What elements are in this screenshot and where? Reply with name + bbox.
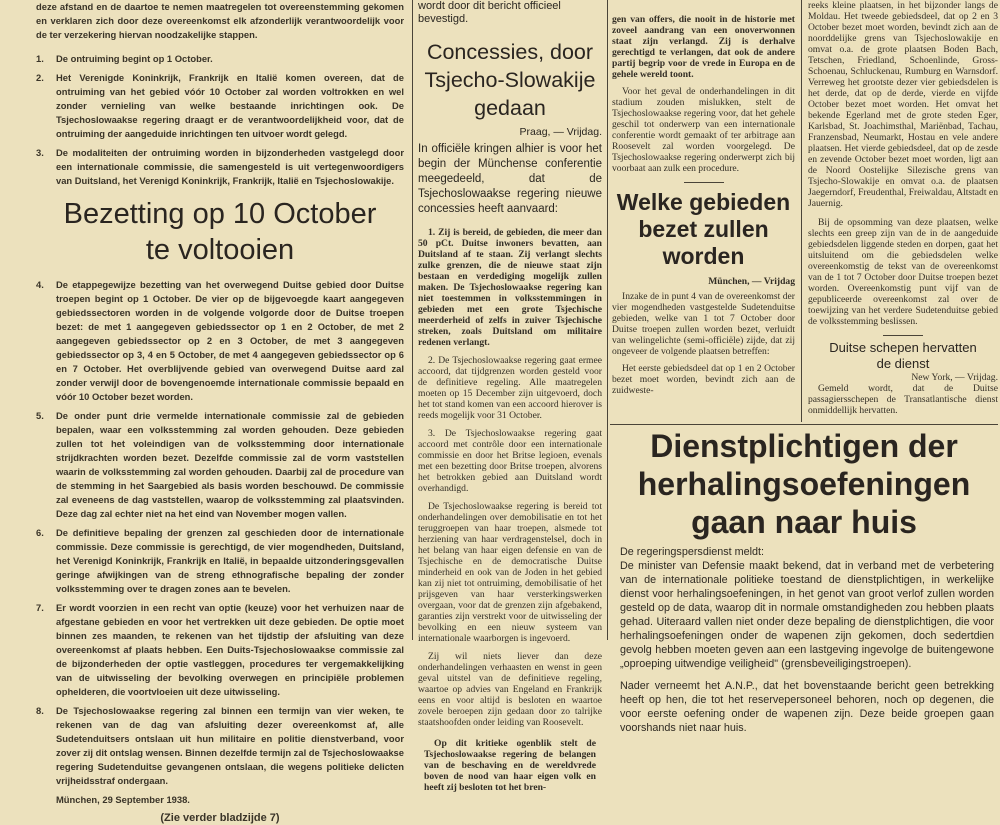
- item-text: De ontruiming begint op 1 October.: [56, 53, 213, 64]
- dateline: München, — Vrijdag: [708, 276, 795, 287]
- agreement-item: [36, 704, 404, 788]
- item-text: Er wordt voorzien in een recht van optie (keuze) voor het verhuizen naar de afgestane gebieden en voor het vertrekken uit deze gebieden. De optie moet binnen zes maanden, te rekenen van het tijdstip der afsluiting van deze overeenkomst af plaats hebben. Een Duits-Tsjechoslowaakse commissie zal de bijzonderheden der optie vastleggen, procedures ter vergemakkelijking van de uitwisseling der bevolking overwegen en principiële problemen ophelderen, die voortvloeien uit deze uitwisseling.: [56, 602, 404, 697]
- agreement-items-a: [36, 52, 404, 188]
- paragraph: 2. De Tsjechoslowaakse regering gaat ermee accoord, dat tijdgrenzen worden gesteld voor de definitieve regeling. Alle maatregelen moeten op 15 December zijn uitgevoerd, doch het tot stand komen van een accoord hierover is reeds mogelijk voor 31 October.: [418, 355, 602, 421]
- section-rule: [610, 424, 998, 425]
- item-text: De Tsjechoslowaakse regering zal binnen een termijn van vier weken, te rekenen van de dag van afsluiting dezer overeenkomst af, alle Sudetenduitsers ontslaan uit hun militaire en politie dienstverband, voor zover zij dit ontslag wensen. Binnen dezelfde termijn zal de Tsjechoslowaakse regering Sudetenduitse gevangenen ontslaan, die wegens politieke delicten vrijheidsstraf ondergaan.: [56, 705, 404, 786]
- item-number: 8.: [36, 705, 44, 716]
- agreement-item: [36, 146, 404, 188]
- left-article-cont: [36, 278, 404, 825]
- paragraph: Nader verneemt het A.N.P., dat het bovenstaande bericht geen betrekking heeft op hen, die tot het reservepersoneel behoren, noch op degenen, die voor eerste oefening onder de wapenen zijn. Deze beide groepen gaan voorshands niet naar huis.: [620, 680, 994, 734]
- middle-column: [418, 0, 602, 793]
- paragraph: Op dit kritieke ogenblik stelt de Tsjechoslowaakse regering de belangen van de beschaving en de wereldvrede boven de nood van haar eigen volk en heeft zij besloten tot het bren-: [424, 738, 596, 793]
- agreement-item: [36, 409, 404, 521]
- paragraph: 3. De Tsjechoslowaakse regering gaat accoord met contrôle door een internationale commissie en door het Britse legioen, evenals met een bezetting door Britse troepen, alvorens het betrokken gebied aan Duitsland wordt overhandigd.: [418, 428, 602, 494]
- item-text: De onder punt drie vermelde internationale commissie zal de gebieden bepalen, waar een volksstemming zal worden gehouden. Deze gebieden zullen tot het voleindigen van de volksstemming door internationale strijdkrachten worden bezet. Dezelfde commissie zal de vorm vaststellen waarin de volksstemming zal worden gehouden. Daarbij zal de procedure van de stemming in het Saargebied als basis worden beschouwd. De commissie zal eveneens de dag vaststellen, waarop de volksstemming zal plaatsvinden. Deze dag zal echter niet na het eind van November mogen vallen.: [56, 410, 404, 519]
- column-rule: [607, 0, 608, 640]
- agreement-item: [36, 526, 404, 596]
- left-article: [36, 0, 404, 188]
- headline-line: Tsjecho-Slowakije: [424, 68, 596, 92]
- item-text: De modaliteiten der ontruiming worden in bijzonderheden vastgelegd door een internationale commissie, die samengesteld is uit vertegenwoordigers van Duitsland, het Verenigd Koninkrijk, Frankrijk, Italië en Tsjechoslowakije.: [56, 147, 404, 186]
- signoff: München, 29 September 1938.: [56, 794, 190, 805]
- separator: [684, 182, 724, 183]
- paragraph: gen van offers, die nooit in de historie met zoveel aandrang van een onoverwonnen staat zijn verlangd. Zij is derhalve gerechtigd te verlangen, dat ook de andere partij begrip voor de vrede in Europa en de gehele wereld toont.: [612, 14, 795, 80]
- headline-line: Welke gebieden: [616, 189, 791, 215]
- paragraph: reeks kleine plaatsen, in het bijzonder langs de Moldau. Het tweede gebiedsdeel, dat op 2 en 3 October bezet moet worden, bevindt zich aan de noorddelijke grens van Tsjechoslowakije en omvat o.a. de grote plaatsen Boden Bach, Tetschen, Friedland, Schoenlinde, Gross-Schoenau, Schluckenau, Rumburg en Warnsdorf. Verreweg het grootste dezer vier gebiedsdelen is het derde, dat op de derde, vierde en vijfde October bezet moet worden. Het omvat het bekende Egerland met de grote steden Eger, Karlsbad, St. Joachimsthal, Mariënbad, Tachau, Franzensbad, Neumarkt, Hostau en vele andere plaatsen. Het vierde gebiedsdeel, dat op de zesde en zevende October bezet moet worden, ligt aan de Noord Oostelijke Silezische grens van Tsjecho-Slowakije en omvat o.a. de plaatsen Jaegerndorf, Freudenthal, Freiwaldau, Altstadt en Jauernig.: [808, 0, 998, 209]
- welke-headline: [612, 189, 795, 270]
- left-headline: [36, 196, 404, 268]
- separator: [883, 335, 923, 336]
- headline-line: gedaan: [474, 96, 546, 120]
- column-rule: [412, 0, 413, 640]
- item-number: 4.: [36, 279, 44, 290]
- headline-line: Duitse schepen hervatten: [829, 340, 977, 355]
- right-top-columns: [610, 0, 998, 422]
- concessions-list: [418, 227, 602, 793]
- item-number: 2.: [36, 72, 44, 83]
- paragraph: 1. Zij is bereid, de gebieden, die meer dan 50 pCt. Duitse inwoners bevatten, aan Duitsland af te staan. Zij verlangt slechts zulke grenzen, die de nieuwe staat zijn bestaan en verdediging mogelijk zullen maken. De Tsjechoslowaakse regering kan niet toestemmen in volksstemmingen in gebieden met een grote Tsjechische meerderheid of zelfs in zuiver Tsjechische streken, zoals Duitsland om militaire redenen verlangt.: [418, 227, 602, 348]
- item-number: 7.: [36, 602, 44, 613]
- headline-line: herhalingsoefeningen: [637, 466, 971, 502]
- item-number: 3.: [36, 147, 44, 158]
- paragraph: Inzake de in punt 4 van de overeenkomst der vier mogendheden vastgestelde Sudetenduitse gebieden, welke van 1 tot 7 October door Duitse troepen zullen worden bezet, verluidt van welingelichte (semi-officiële) zijde, dat zij ongeveer de volgende plaatsen betreffen:: [612, 291, 795, 357]
- agreement-item: [36, 52, 404, 66]
- lead-paragraph: In officiële kringen alhier is voor het begin der Münchense conferentie meegedeeld, dat de Tsjechoslowaakse regering nieuwe concessies heeft aanvaard:: [418, 143, 602, 215]
- paragraph: Gemeld wordt, dat de Duitse passagiersschepen de Transatlantische dienst onmiddellijk hervatten.: [808, 383, 998, 416]
- item-text: De definitieve bepaling der grenzen zal geschieden door de internationale commissie. Deze commissie is gerechtigd, de vier mogendheden, Duitsland, het Verenigd Koninkrijk, Frankrijk en Italië, in bepaalde uitzonderingsgevallen geringe afwijkingen van de streng ethnografische bepaling der zonder volksstemming over te dragen zones aan te bevelen.: [56, 527, 404, 594]
- paragraph: Bij de opsomming van deze plaatsen, welke slechts een greep zijn van de in de aangeduide gebiedsdelen liggende steden en dorpen, gaat het uitsluitend om die gebiedsdelen welke overeenkomstig de tekst van de overeenkomst van de 1 tot 7 October door Duitse troepen bezet worden. Overeenkomstig punt vijf van de gepubliceerde overeenkomst zal over de toewijzing van het verdere Sudetenduitse gebied de volksstemming beslissen.: [808, 217, 998, 327]
- paragraph: Het eerste gebiedsdeel dat op 1 en 2 October bezet moet worden, bevindt zich aan de zuidweste-: [612, 363, 795, 396]
- paragraph: De Tsjechoslowaakse regering is bereid tot onderhandelingen over demobilisatie en tot het teruggroepen van haar troepen, alsmede tot herziening van haar verdragenstelsel, doch in het belang van haar eigen defensie en van de Tsjechische en de democratische Duitse minderheid en ook van de Joden in het gebied kan zij niet tot ontruiming, demobilisatie of het prijsgeven van haar versterkingswerken overgaan, voor dat de grenzen zijn afgebakend, garanties zijn verstrekt voor de uitwisseling der bevolking en een nieuw systeem van internationale waarborgen is ingevoerd.: [418, 501, 602, 644]
- headline-line: te voltooien: [145, 234, 295, 266]
- agreement-item: [36, 278, 404, 404]
- headline-line: bezet zullen: [638, 216, 769, 242]
- agreement-items-b: [36, 278, 404, 788]
- agreement-item: [36, 601, 404, 699]
- item-text: De etappegewijze bezetting van het overwegend Duitse gebied door Duitse troepen begint op 1 October. De vier op de bijgevoegde kaart aangegeven gebiedssectoren worden in de volgende volgorde door de Duitse troepen bezet: de met 1 aangegeven gebiedssector op 1 en 2 October, de met 2 aangegeven gebiedssector op 2 en 3 October, de met 3 aangegeven gebiedssector op 3, 4 en 5 October, de met 4 aangegeven gebiedssector op 6 en 7 October. Het overblijvende gebied van overwegend Duitse aard zal zonder verwijl door de bovengenoemde internationale commissie bepaald en vóór 10 October bezet worden.: [56, 279, 404, 402]
- source-line: De regeringspersdienst meldt:: [620, 546, 765, 558]
- dateline: New York, — Vrijdag.: [911, 372, 998, 383]
- item-number: 6.: [36, 527, 44, 538]
- item-number: 1.: [36, 53, 44, 64]
- dateline: Praag, — Vrijdag.: [519, 126, 602, 138]
- concessies-headline: [418, 38, 602, 122]
- fourth-column: [802, 0, 998, 422]
- third-column: [610, 0, 802, 422]
- headline-line: Dienstplichtigen der: [650, 428, 958, 464]
- headline-line: gaan naar huis: [691, 504, 917, 540]
- continued-note: (Zie verder bladzijde 7): [160, 812, 280, 824]
- carryover-line: wordt door dit bericht officieel bevestigd.: [418, 0, 561, 25]
- right-area: [610, 0, 998, 735]
- paragraph: De minister van Defensie maakt bekend, dat in verband met de verbetering van de internationale politieke toestand de dienstplichtigen, in werkelijke dienst voor herhalingsoefeningen, in het genot van groot verlof zullen worden gesteld op de data, waarop dit in normale omstandigheden zou hebben plaats gehad. Uiteraard vallen niet onder deze bepaling de dienstplichtigen, die voor herhalingsoefeningen onder de wapenen zijn gekomen, doch sedertdien gevolg hebben moeten geven aan een lastgeving ingevolge de buitengewone „oproeping uitwendige veiligheid" (grensbeveiligingstroepen).: [620, 560, 994, 670]
- dienstplichtigen-article: [620, 545, 994, 735]
- dienstplichtigen-headline: [610, 427, 998, 541]
- intro-paragraph: deze afstand en de daartoe te nemen maatregelen tot overeenstemming gekomen en verklaren zich door deze overeenkomst elk afzonderlijk verantwoordelijk voor de ter verzekering hiervan noodzakelijke stappen.: [36, 1, 404, 40]
- item-number: 5.: [36, 410, 44, 421]
- headline-line: worden: [662, 243, 745, 269]
- headline-line: Concessies, door: [426, 40, 594, 64]
- item-text: Het Verenigde Koninkrijk, Frankrijk en Italië komen overeen, dat de ontruiming van het gebied vóór 10 October zal worden voltrokken en wel zonder vernieling van welke bestaande inrichtingen ook. De Tsjechoslowaakse regering draagt er de verantwoordelijkheid voor, dat de ontruiming der aangeduide inrichtingen ten uitvoer wordt gelegd.: [56, 72, 404, 139]
- agreement-item: [36, 71, 404, 141]
- headline-line: Bezetting op 10 October: [63, 198, 377, 230]
- left-column: [36, 0, 404, 825]
- paragraph: Zij wil niets liever dan deze onderhandelingen verhaasten en wenst in geen geval uitstel van de definitieve regeling, waartoe op advies van Engeland en Frankrijk eens en voor altijd is besloten en waartoe zovele beroepen zijn gedaan door zo talrijke staatshoofden onder leiding van Roosevelt.: [418, 651, 602, 728]
- headline-line: de dienst: [876, 356, 930, 371]
- schepen-headline: [808, 340, 998, 372]
- paragraph: Voor het geval de onderhandelingen in dit stadium zouden mislukken, stelt de Tsjechoslowaakse regering voor, dat het gehele geschil tot onderwerp van een internationale conferentie wordt gemaakt of ter arbitrage aan Roosevelt zal worden voorgelegd. De Tsjechoslowaakse regering onderwerpt zich bij voorbaat aan zulk een procedure.: [612, 86, 795, 174]
